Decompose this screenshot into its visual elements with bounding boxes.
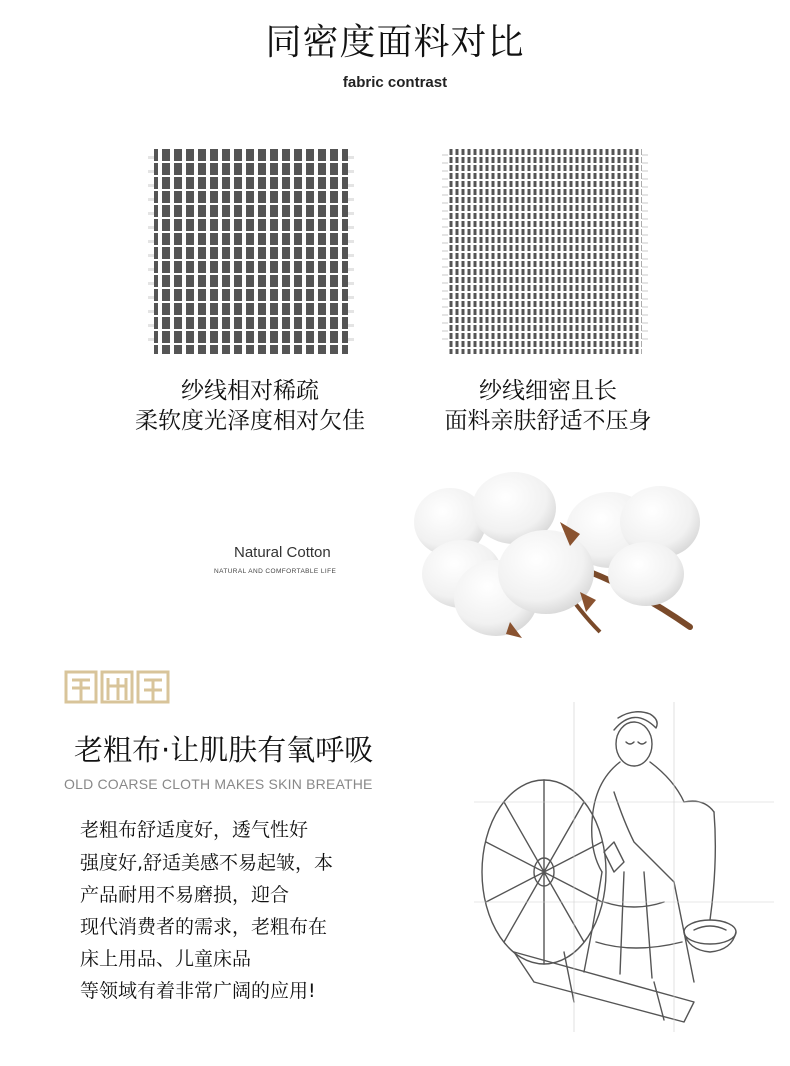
description-line: 床上用品、儿童床品 <box>80 948 252 970</box>
sparse-weave-swatch <box>148 148 354 354</box>
natural-cotton-title: Natural Cotton <box>234 544 331 561</box>
dense-weave-swatch <box>442 148 648 354</box>
sparse-caption-line1: 纱线相对稀疏 <box>181 378 319 404</box>
sparse-fabric-caption <box>100 376 400 436</box>
description-line: 现代消费者的需求，老粗布在 <box>80 916 328 938</box>
brand-logo <box>64 668 172 706</box>
description-line: 强度好,舒适美感不易起皱，本 <box>80 852 334 874</box>
page-title: 同密度面料对比 <box>265 22 525 63</box>
description-line: 等领域有着非常广阔的应用! <box>80 980 316 1002</box>
cotton-boll-image <box>410 462 710 648</box>
description-line: 产品耐用不易磨损，迎合 <box>80 884 290 906</box>
spinning-wheel-illustration <box>474 702 774 1032</box>
description-line: 老粗布舒适度好，透气性好 <box>80 819 309 841</box>
dense-caption-line2: 面料亲肤舒适不压身 <box>444 408 652 434</box>
brand-heading-english: OLD COARSE CLOTH MAKES SKIN BREATHE <box>64 776 373 792</box>
page-subtitle: fabric contrast <box>342 74 448 91</box>
dense-caption-line1: 纱线细密且长 <box>479 378 617 404</box>
sparse-caption-line2: 柔软度光泽度相对欠佳 <box>135 408 365 434</box>
natural-cotton-subtitle: NATURAL AND COMFORTABLE LIFE <box>214 568 337 575</box>
dense-fabric-caption <box>398 376 698 436</box>
brand-heading: 老粗布·让肌肤有氧呼吸 <box>74 733 374 767</box>
